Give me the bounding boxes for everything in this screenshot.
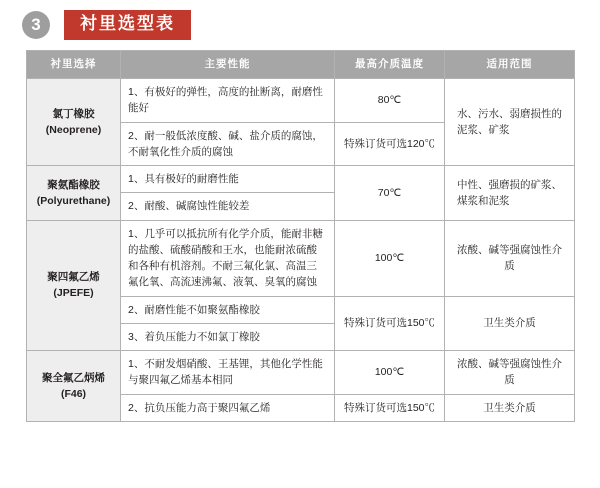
lining-name-cn: 氯丁橡胶 [52,107,95,120]
cell-max-temp: 特殊订货可选150℃ [335,394,445,421]
cell-lining-name [27,220,121,351]
table-row [27,166,575,193]
cell-performance: 1、有极好的弹性，高度的扯断离，耐磨性能好 [121,79,335,123]
lining-name-en: (JPEFE) [53,287,94,300]
lining-name-cn: 聚全氟乙炳烯 [42,371,105,384]
cell-max-temp: 100℃ [335,351,445,395]
cell-performance: 2、抗负压能力高于聚四氟乙烯 [121,394,335,421]
lining-name-cn: 聚四氟乙烯 [47,271,100,284]
lining-name-en: (Polyurethane) [36,194,111,207]
cell-lining-name [27,166,121,221]
cell-scope: 卫生类介质 [445,394,575,421]
page-title: 衬里选型表 [64,10,191,40]
cell-lining-name [27,79,121,166]
table-body [27,79,575,422]
cell-max-temp: 特殊订货可选120℃ [335,122,445,166]
cell-scope: 卫生类介质 [445,296,575,351]
cell-performance: 1、几乎可以抵抗所有化学介质，能耐非糖的盐酸、硫酸硝酸和王水，也能耐浓硫酸和各种有机溶剂。不耐三氟化氯、高温三氟化氧、高流速沸氟、液氧、臭氧的腐蚀 [121,220,335,296]
cell-performance: 1、不耐发烟硝酸、王基锂，其他化学性能与聚四氟乙烯基本相同 [121,351,335,395]
table-row [27,220,575,296]
column-header-scope: 适用范围 [445,51,575,79]
cell-max-temp: 70℃ [335,166,445,221]
page-header [0,0,600,40]
lining-name-en: (F46) [60,388,87,401]
cell-scope: 水、污水、弱磨损性的泥浆、矿浆 [445,79,575,166]
table-row [27,351,575,395]
column-header-lining: 衬里选择 [27,51,121,79]
step-badge: 3 [22,11,50,39]
cell-performance: 1、具有极好的耐磨性能 [121,166,335,193]
cell-performance: 2、耐酸、碱腐蚀性能较差 [121,193,335,220]
cell-performance: 2、耐一般低浓度酸、碱、盐介质的腐蚀，不耐氧化性介质的腐蚀 [121,122,335,166]
lining-selection-table [26,50,575,422]
cell-scope: 浓酸、碱等强腐蚀性介质 [445,220,575,296]
table-header-row [27,51,575,79]
lining-name-cn: 聚氨酯橡胶 [47,178,100,191]
cell-max-temp: 特殊订货可选150℃ [335,296,445,351]
cell-max-temp: 80℃ [335,79,445,123]
lining-selection-table-wrapper [26,50,574,422]
cell-scope: 中性、强磨损的矿浆、煤浆和泥浆 [445,166,575,221]
cell-max-temp: 100℃ [335,220,445,296]
column-header-performance: 主要性能 [121,51,335,79]
cell-lining-name [27,351,121,422]
column-header-max-temp: 最高介质温度 [335,51,445,79]
table-row [27,79,575,123]
cell-performance: 3、着负压能力不如氯丁橡胶 [121,323,335,350]
cell-scope: 浓酸、碱等强腐蚀性介质 [445,351,575,395]
cell-performance: 2、耐磨性能不如聚氨酯橡胶 [121,296,335,323]
lining-name-en: (Neoprene) [45,124,102,137]
